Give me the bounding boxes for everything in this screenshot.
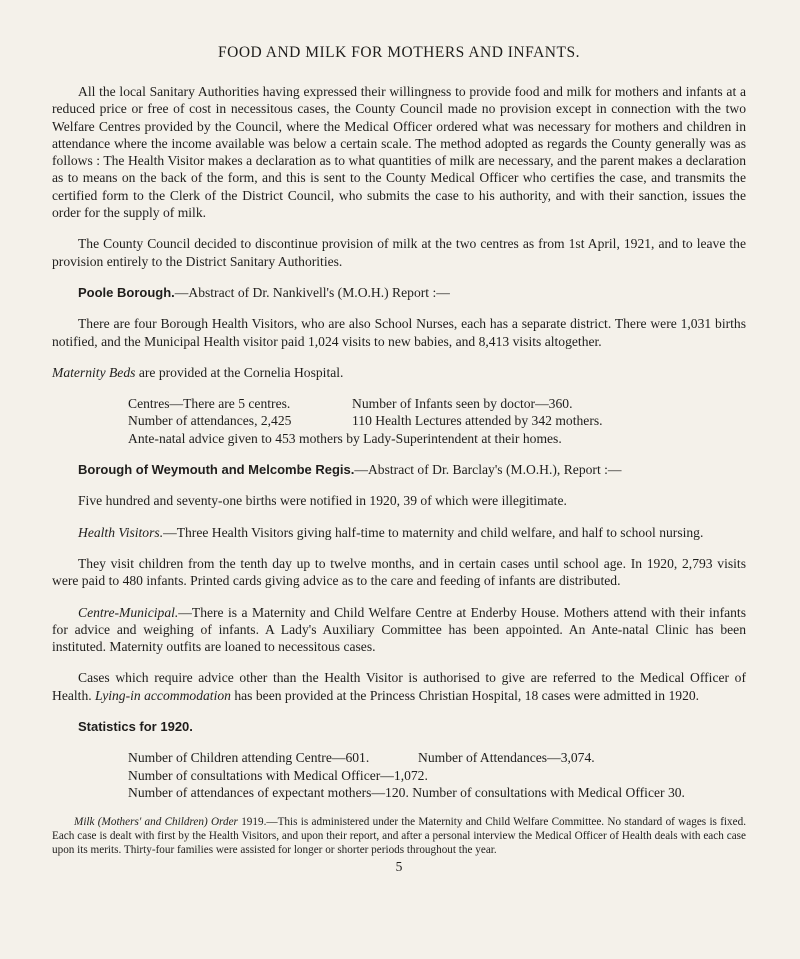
stats-line-2: Number of consultations with Medical Officer—1,072. xyxy=(128,767,428,783)
children-attending: Number of Children attending Centre—601. xyxy=(128,750,370,766)
page-number: 5 xyxy=(395,859,403,875)
statistics-block xyxy=(128,749,746,801)
poole-heading-rest: —Abstract of Dr. Nankivell's (M.O.H.) Report :— xyxy=(174,284,450,300)
weymouth-heading: Borough of Weymouth and Melcombe Regis. xyxy=(78,462,355,478)
centres-line-2 xyxy=(128,412,746,429)
paragraph-discontinue: The County Council decided to discontinue provision of milk at the two centres as from 1st April, 1921, and to leave the provision entirely to the District Sanitary Authorities. xyxy=(52,236,746,269)
poole-heading: Poole Borough. xyxy=(78,284,175,300)
weymouth-heading-line xyxy=(52,461,746,478)
maternity-beds-rest: are provided at the Cornelia Hospital. xyxy=(135,364,344,380)
paragraph-poole-visitors: There are four Borough Health Visitors, who are also School Nurses, each has a separate district. There were 1,031 births notified, and the Municipal Health visitor paid 1,024 visits to new babies, and 8,413 visits altogether. xyxy=(52,316,746,349)
statistics-heading: Statistics for 1920. xyxy=(78,719,193,735)
lying-in-label: Lying-in accommodation xyxy=(95,687,231,703)
statistics-heading-line xyxy=(52,718,746,735)
health-visitors-label: Health Visitors. xyxy=(78,524,164,540)
attendances-count: Number of attendances, 2,425 xyxy=(128,413,292,429)
stats-line-1 xyxy=(128,749,746,766)
paragraph-visits: They visit children from the tenth day up to twelve months, and in certain cases until school age. In 1920, 2,793 visits were paid to 480 infants. Printed cards giving advice as to the care and feeding of infants are distributed. xyxy=(52,555,746,589)
paragraph-centre-municipal xyxy=(52,604,746,656)
stats-line-3: Number of attendances of expectant mothers—120. Number of consultations with Medical Officer 30. xyxy=(128,784,685,800)
paragraph-cases xyxy=(52,669,746,704)
paragraph-maternity-beds xyxy=(52,364,746,381)
paragraph-provision: All the local Sanitary Authorities having expressed their willingness to provide food and milk for mothers and infants at a reduced price or free of cost in necessitous cases, the County Council made no provision except in connection with the two Welfare Centres provided by the Council, where the Medical Officer ordered what was necessary for mothers and children in attendance where the income available was below a certain scale. The method adopted as regards the County generally was as follows : The Health Visitor makes a declaration as to what quantities of milk are necessary, and the parent makes a declaration as to means on the back of the form, and this is sent to the County Medical Officer who certifies the case, and transmits the certified form to the Clerk of the District Council, who submits the case to his authority, and with their sanction, issues the order for the supply of milk. xyxy=(52,84,746,221)
poole-heading-line xyxy=(52,284,746,301)
centres-line-3: Ante-natal advice given to 453 mothers by Lady-Superintendent at their homes. xyxy=(128,430,562,446)
health-lectures: 110 Health Lectures attended by 342 mothers. xyxy=(352,413,603,429)
milk-order-rest: 1919.—This is administered under the Maternity and Child Welfare Committee. No standard of wages is fixed. Each case is dealt with first by the Health Visitors, and upon their report, and after a personal interview the Medical Officer of Health deals with each case upon its merits. Thirty-four families were assisted for longer or shorter periods throughout the year. xyxy=(52,816,746,857)
weymouth-heading-rest: —Abstract of Dr. Barclay's (M.O.H.), Report :— xyxy=(354,462,622,478)
centres-count: Centres—There are 5 centres. xyxy=(128,396,291,412)
page-title: FOOD AND MILK FOR MOTHERS AND INFANTS. xyxy=(218,44,580,61)
maternity-beds-label: Maternity Beds xyxy=(52,364,136,380)
cases-text-b: has been provided at the Princess Christian Hospital, 18 cases were admitted in 1920. xyxy=(230,687,700,703)
poole-centres-block xyxy=(128,395,746,447)
infants-seen: Number of Infants seen by doctor—360. xyxy=(352,396,573,412)
milk-order-label: Milk (Mothers' and Children) Order xyxy=(74,816,238,829)
centre-municipal-rest: —There is a Maternity and Child Welfare Centre at Enderby House. Mothers attend with their infants for advice and weighing of infants. A Lady's Auxiliary Committee has been appointed. An Ante-natal Clinic has been instituted. Maternity outfits are loaned to necessitous cases. xyxy=(52,604,746,655)
cases-text-a: Cases which require advice other than the Health Visitor is authorised to give are referred to the Medical Officer of Health. xyxy=(52,670,746,703)
paragraph-births: Five hundred and seventy-one births were notified in 1920, 39 of which were illegitimate. xyxy=(78,493,567,509)
paragraph-health-visitors xyxy=(52,524,746,541)
attendances-total: Number of Attendances—3,074. xyxy=(418,750,595,766)
paragraph-milk-order xyxy=(52,815,746,857)
health-visitors-rest: —Three Health Visitors giving half-time to maternity and child welfare, and half to school nursing. xyxy=(163,524,704,540)
centres-line-1 xyxy=(128,395,746,412)
centre-municipal-label: Centre-Municipal. xyxy=(78,604,179,620)
